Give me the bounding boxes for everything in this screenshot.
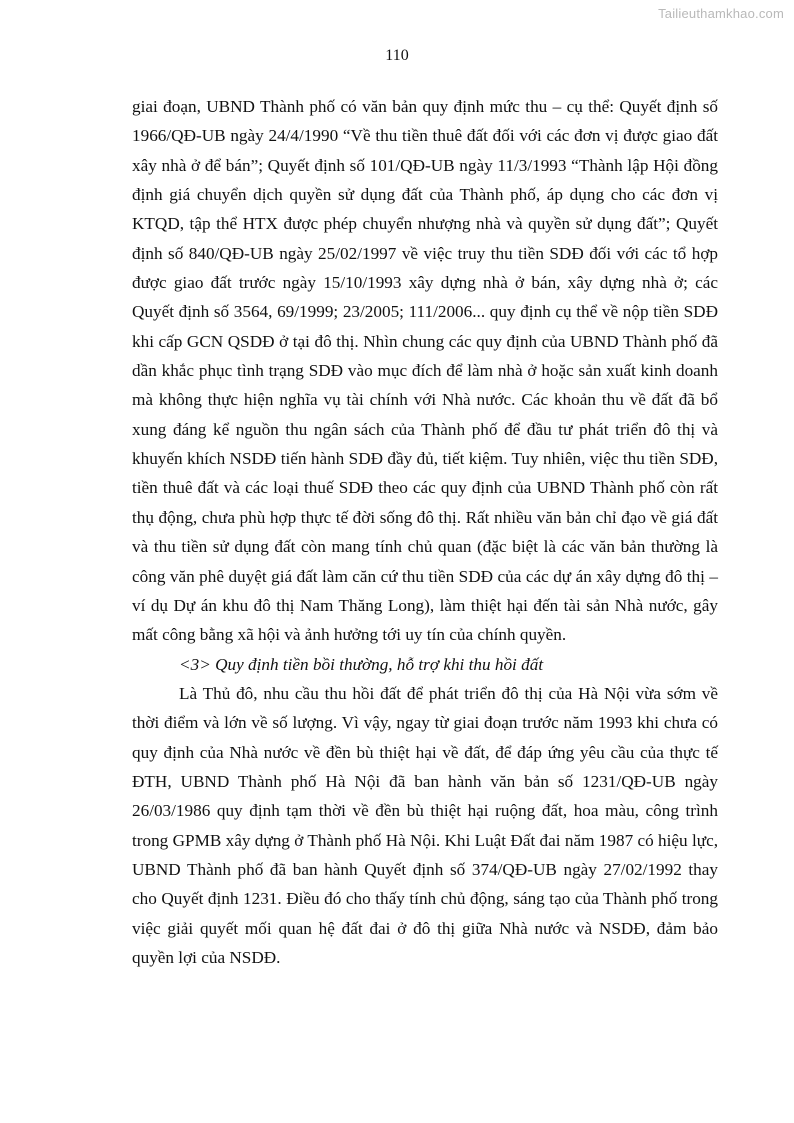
watermark-text: Tailieuthamkhao.com bbox=[658, 6, 784, 21]
document-body bbox=[132, 92, 718, 972]
section-subheading: <3> Quy định tiền bồi thường, hỗ trợ khi thu hồi đất bbox=[179, 654, 544, 674]
page-number: 110 bbox=[385, 47, 409, 64]
paragraph-continuation: giai đoạn, UBND Thành phố có văn bản quy định mức thu – cụ thể: Quyết định số 1966/QĐ-UB ngày 24/4/1990 “Về thu tiền thuê đất đối với các đơn vị được giao đất xây nhà ở để bán”; Quyết định số 101/QĐ-UB ngày 11/3/1993 “Thành lập Hội đồng định giá chuyển dịch quyền sử dụng đất của Thành phố, áp dụng cho các đơn vị KTQD, tập thể HTX được phép chuyển nhượng nhà và quyền sử dụng đất”; Quyết định số 840/QĐ-UB ngày 25/02/1997 về việc truy thu tiền SDĐ đối với các tổ hợp được giao đất trước ngày 15/10/1993 xây dựng nhà ở bán, xây dựng nhà ở; các Quyết định số 3564, 69/1999; 23/2005; 111/2006... quy định cụ thể về nộp tiền SDĐ khi cấp GCN QSDĐ ở tại đô thị. Nhìn chung các quy định của UBND Thành phố đã dần khắc phục tình trạng SDĐ vào mục đích để làm nhà ở hoặc sản xuất kinh doanh mà không thực hiện nghĩa vụ tài chính với Nhà nước. Các khoản thu về đất đã bổ xung đáng kể nguồn thu ngân sách của Thành phố để đầu tư phát triển đô thị và khuyến khích NSDĐ tiến hành SDĐ đầy đủ, tiết kiệm. Tuy nhiên, việc thu tiền SDĐ, tiền thuê đất và các loại thuế SDĐ theo các quy định của UBND Thành phố còn rất thụ động, chưa phù hợp thực tế đời sống đô thị. Rất nhiều văn bản chỉ đạo về giá đất và thu tiền sử dụng đất còn mang tính chủ quan (đặc biệt là các văn bản thường là công văn phê duyệt giá đất làm căn cứ thu tiền SDĐ của các dự án xây dựng đô thị – ví dụ Dự án khu đô thị Nam Thăng Long), làm thiệt hại đến tài sản Nhà nước, gây mất công bằng xã hội và ảnh hưởng tới uy tín của chính quyền. bbox=[132, 97, 718, 645]
paragraph-compensation: Là Thủ đô, nhu cầu thu hồi đất để phát triển đô thị của Hà Nội vừa sớm về thời điểm và lớn về số lượng. Vì vậy, ngay từ giai đoạn trước năm 1993 khi chưa có quy định của Nhà nước về đền bù thiệt hại về đất, để đáp ứng yêu cầu của thực tế ĐTH, UBND Thành phố Hà Nội đã ban hành văn bản số 1231/QĐ-UB ngày 26/03/1986 quy định tạm thời về đền bù thiệt hại ruộng đất, hoa màu, công trình trong GPMB xây dựng ở Thành phố Hà Nội. Khi Luật Đất đai năm 1987 có hiệu lực, UBND Thành phố đã ban hành Quyết định số 374/QĐ-UB ngày 27/02/1992 thay cho Quyết định 1231. Điều đó cho thấy tính chủ động, sáng tạo của Thành phố trong việc giải quyết mối quan hệ đất đai ở đô thị giữa Nhà nước và NSDĐ, đảm bảo quyền lợi của NSDĐ. bbox=[132, 683, 718, 967]
